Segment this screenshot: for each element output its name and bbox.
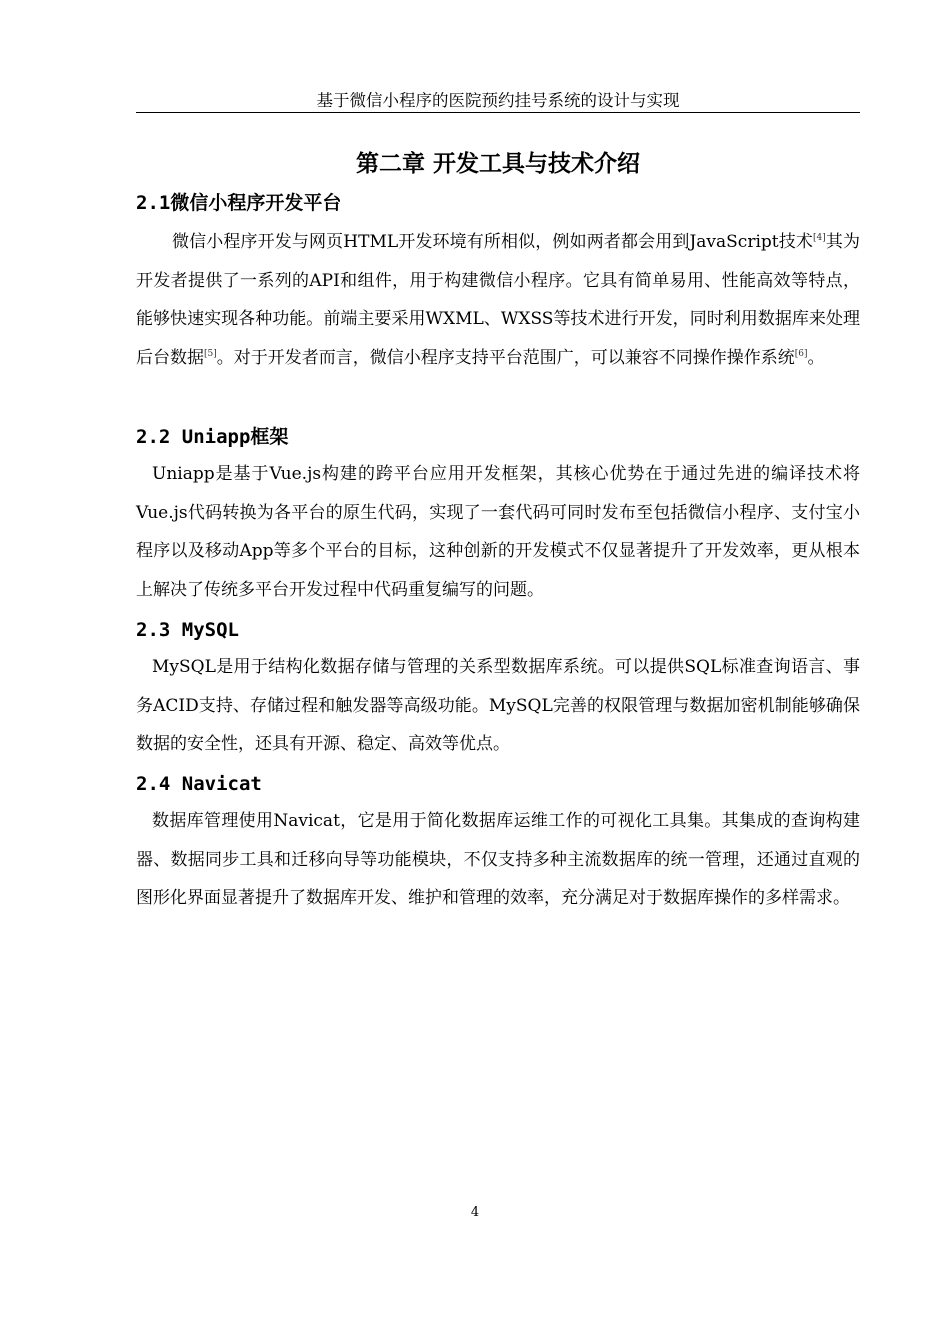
- section-heading-2-3: 2.3 MySQL: [136, 619, 239, 641]
- section-2-1-paragraph: [136, 223, 860, 377]
- section-heading-2-1: 2.1微信小程序开发平台: [136, 192, 342, 214]
- citation-6: [6]: [794, 348, 808, 359]
- section-2-2-paragraph: Uniapp是基于Vue.js构建的跨平台应用开发框架，其核心优势在于通过先进的编译技术将Vue.js代码转换为各平台的原生代码，实现了一套代码可同时发布至包括微信小程序、支付宝小程序以及移动App等多个平台的目标，这种创新的开发模式不仅显著提升了开发效率，更从根本上解决了传统多平台开发过程中代码重复编写的问题。: [136, 464, 860, 600]
- running-header: 基于微信小程序的医院预约挂号系统的设计与实现: [136, 90, 860, 113]
- chapter-title: 第二章 开发工具与技术介绍: [355, 151, 640, 177]
- citation-4: [4]: [813, 233, 826, 243]
- paragraph-text: 。: [807, 347, 825, 368]
- page-number: 4: [470, 1205, 480, 1220]
- section-heading-2-4: 2.4 Navicat: [136, 773, 262, 795]
- citation-5: [5]: [204, 348, 217, 359]
- section-2-4-paragraph: 数据库管理使用Navicat，它是用于简化数据库运维工作的可视化工具集。其集成的查询构建器、数据同步工具和迁移向导等功能模块，不仅支持多种主流数据库的统一管理，还通过直观的图形化界面显著提升了数据库开发、维护和管理的效率，充分满足对于数据库操作的多样需求。: [136, 811, 860, 909]
- section-2-3-paragraph: MySQL是用于结构化数据存储与管理的关系型数据库系统。可以提供SQL标准查询语言、事务ACID支持、存储过程和触发器等高级功能。MySQL完善的权限管理与数据加密机制能够确保数据的安全性，还具有开源、稳定、高效等优点。: [136, 657, 860, 755]
- paragraph-text: 微信小程序开发与网页HTML开发环境有所相似，例如两者都会用到JavaScript技术: [172, 232, 813, 252]
- paragraph-text: 其为开发者提供了一系列的API和组件，用于构建微信小程序。它具有简单易用、性能高效等特点，能够快速实现各种功能。前端主要采用WXML、WXSS等技术进行开发，同时利用数据库来处理后台数据: [136, 232, 861, 368]
- paragraph-text: 。对于开发者而言，微信小程序支持平台范围广，可以兼容不同操作操作系统: [216, 347, 795, 368]
- section-heading-2-2: 2.2 Uniapp框架: [136, 426, 289, 448]
